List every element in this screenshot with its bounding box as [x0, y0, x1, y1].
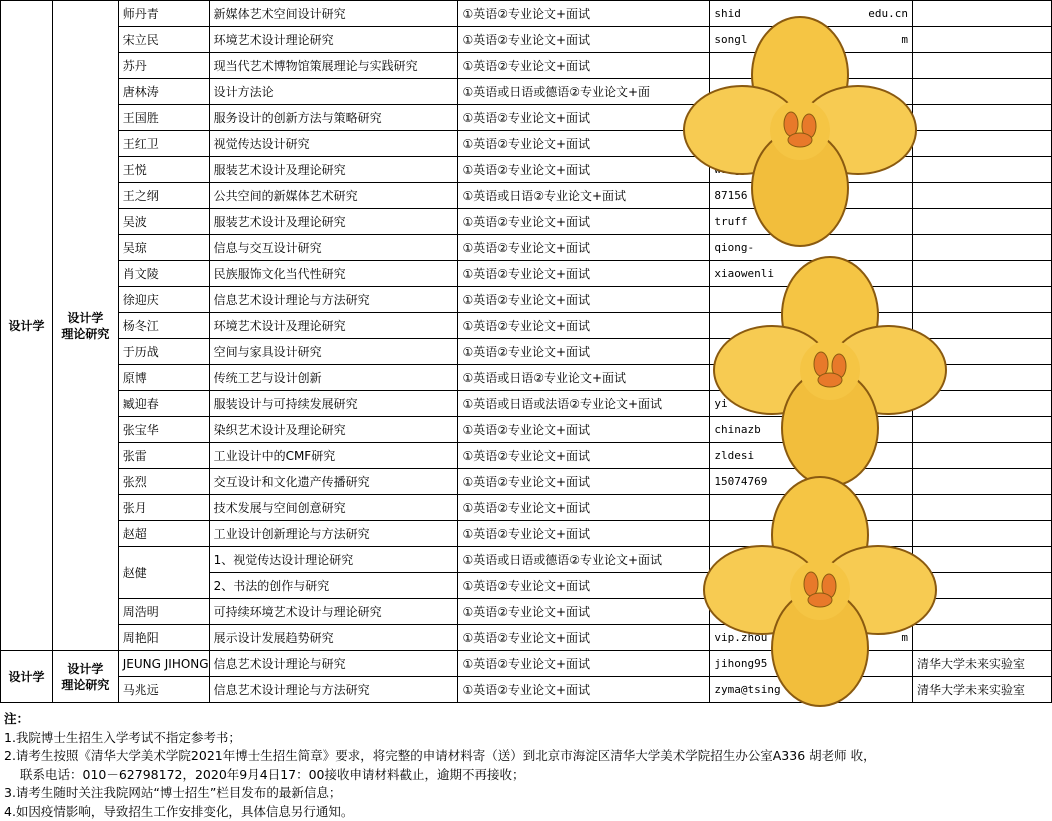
- contact-text: songl: [714, 33, 747, 46]
- advisor-cell: 王悦: [118, 157, 209, 183]
- direction-cell: 现当代艺术博物馆策展理论与实践研究: [209, 53, 458, 79]
- direction-cell: 传统工艺与设计创新: [209, 365, 458, 391]
- direction-cell: 信息艺术设计理论与方法研究: [209, 677, 458, 703]
- direction-cell: 工业设计中的CMF研究: [209, 443, 458, 469]
- contact-text: xiaowenli: [714, 267, 774, 280]
- exam-cell: ①英语②专业论文+面试: [458, 625, 710, 651]
- advisor-cell: 师丹青: [118, 1, 209, 27]
- field-cell: [52, 1, 118, 651]
- direction-cell: 1、视觉传达设计理论研究: [209, 547, 458, 573]
- exam-cell: ①英语②专业论文+面试: [458, 313, 710, 339]
- exam-cell: ①英语②专业论文+面试: [458, 235, 710, 261]
- direction-cell: 信息艺术设计理论与方法研究: [209, 287, 458, 313]
- direction-cell: 可持续环境艺术设计与理论研究: [209, 599, 458, 625]
- contact-text: shid: [714, 7, 741, 20]
- exam-cell: ①英语或日语或德语②专业论文+面试: [458, 547, 710, 573]
- advisor-cell: 宋立民: [118, 27, 209, 53]
- exam-cell: ①英语②专业论文+面试: [458, 131, 710, 157]
- direction-cell: 新媒体艺术空间设计研究: [209, 1, 458, 27]
- advisor-cell: 马兆远: [118, 677, 209, 703]
- direction-cell: 民族服饰文化当代性研究: [209, 261, 458, 287]
- contact-text: zldesi: [714, 449, 754, 462]
- discipline-cell: 设计学: [1, 651, 53, 703]
- advisor-cell: 王国胜: [118, 105, 209, 131]
- advisor-cell: 张宝华: [118, 417, 209, 443]
- exam-cell: ①英语②专业论文+面试: [458, 521, 710, 547]
- advisor-cell: 赵超: [118, 521, 209, 547]
- field-cell: [52, 651, 118, 703]
- exam-cell: ①英语②专业论文+面试: [458, 1, 710, 27]
- direction-cell: 视觉传达设计研究: [209, 131, 458, 157]
- advisor-cell: 杨冬江: [118, 313, 209, 339]
- yellow-flower-sticker-icon: [640, 0, 1052, 720]
- advisor-cell: 赵健: [118, 547, 209, 599]
- contact-text-tail: edu.cn: [868, 7, 912, 20]
- exam-cell: ①英语②专业论文+面试: [458, 105, 710, 131]
- advisor-cell: 肖文陵: [118, 261, 209, 287]
- note-cell: 清华大学未来实验室: [913, 677, 1052, 703]
- exam-cell: ①英语②专业论文+面试: [458, 53, 710, 79]
- exam-cell: ①英语②专业论文+面试: [458, 287, 710, 313]
- direction-cell: 交互设计和文化遗产传播研究: [209, 469, 458, 495]
- field-line-1: 设计学: [53, 661, 118, 677]
- discipline-cell: 设计学: [1, 1, 53, 651]
- advisor-cell: 张雷: [118, 443, 209, 469]
- direction-cell: 空间与家具设计研究: [209, 339, 458, 365]
- field-line-2: 理论研究: [53, 677, 118, 693]
- advisor-cell: 周浩明: [118, 599, 209, 625]
- exam-cell: ①英语②专业论文+面试: [458, 495, 710, 521]
- direction-cell: 环境艺术设计及理论研究: [209, 313, 458, 339]
- contact-text: yi: [714, 397, 727, 410]
- direction-cell: 工业设计创新理论与方法研究: [209, 521, 458, 547]
- contact-text: qiong-: [714, 241, 754, 254]
- contact-text: 87156: [714, 189, 747, 202]
- advisor-cell: JEUNG JIHONG: [118, 651, 209, 677]
- notes-section: [4, 710, 876, 821]
- direction-cell: 信息艺术设计理论与研究: [209, 651, 458, 677]
- exam-cell: ①英语②专业论文+面试: [458, 599, 710, 625]
- advisor-cell: 周艳阳: [118, 625, 209, 651]
- advisor-cell: 原博: [118, 365, 209, 391]
- direction-cell: 2、书法的创作与研究: [209, 573, 458, 599]
- note-2: 2.请考生按照《清华大学美术学院2021年博士生招生简章》要求，将完整的申请材料寄（送）到北京市海淀区清华大学美术学院招生办公室A336 胡老师 收，: [4, 747, 876, 766]
- advisor-cell: 吴琼: [118, 235, 209, 261]
- exam-cell: ①英语②专业论文+面试: [458, 339, 710, 365]
- contact-text-tail: m: [901, 631, 912, 644]
- exam-cell: ①英语②专业论文+面试: [458, 443, 710, 469]
- direction-cell: 技术发展与空间创意研究: [209, 495, 458, 521]
- contact-text: chinazb: [714, 423, 760, 436]
- exam-cell: ①英语或日语②专业论文+面试: [458, 365, 710, 391]
- advisor-cell: 于历战: [118, 339, 209, 365]
- exam-cell: ①英语②专业论文+面试: [458, 157, 710, 183]
- advisor-cell: 王红卫: [118, 131, 209, 157]
- advisor-cell: 张月: [118, 495, 209, 521]
- contact-text-tail: m: [901, 33, 912, 46]
- note-4: 4.如因疫情影响，导致招生工作安排变化，具体信息另行通知。: [4, 803, 876, 821]
- field-line-2: 理论研究: [53, 326, 118, 342]
- direction-cell: 环境艺术设计理论研究: [209, 27, 458, 53]
- exam-cell: ①英语②专业论文+面试: [458, 417, 710, 443]
- notes-title: 注：: [4, 710, 876, 729]
- field-line-1: 设计学: [53, 310, 118, 326]
- direction-cell: 公共空间的新媒体艺术研究: [209, 183, 458, 209]
- exam-cell: ①英语或日语或法语②专业论文+面试: [458, 391, 710, 417]
- direction-cell: 展示设计发展趋势研究: [209, 625, 458, 651]
- direction-cell: 设计方法论: [209, 79, 458, 105]
- exam-cell: ①英语②专业论文+面试: [458, 469, 710, 495]
- advisor-cell: 徐迎庆: [118, 287, 209, 313]
- advisor-cell: 王之纲: [118, 183, 209, 209]
- note-1: 1.我院博士生招生入学考试不指定参考书；: [4, 729, 876, 748]
- direction-cell: 服装艺术设计及理论研究: [209, 209, 458, 235]
- exam-cell: ①英语②专业论文+面试: [458, 677, 710, 703]
- contact-text: 15074769: [714, 475, 767, 488]
- contact-text: truff: [714, 215, 747, 228]
- direction-cell: 服务设计的创新方法与策略研究: [209, 105, 458, 131]
- contact-text: zyma@tsing: [714, 683, 780, 696]
- note-2-contact: 联系电话：010－62798172，2020年9月4日17：00接收申请材料截止，逾期不再接收；: [4, 766, 876, 785]
- direction-cell: 服装艺术设计及理论研究: [209, 157, 458, 183]
- exam-cell: ①英语或日语或德语②专业论文+面: [458, 79, 710, 105]
- advisor-cell: 唐林涛: [118, 79, 209, 105]
- contact-text: vip.zhou: [714, 631, 767, 644]
- advisor-cell: 苏丹: [118, 53, 209, 79]
- exam-cell: ①英语②专业论文+面试: [458, 27, 710, 53]
- advisor-cell: 吴波: [118, 209, 209, 235]
- note-3: 3.请考生随时关注我院网站“博士招生”栏目发布的最新信息；: [4, 784, 876, 803]
- advisor-cell: 张烈: [118, 469, 209, 495]
- exam-cell: ①英语②专业论文+面试: [458, 209, 710, 235]
- direction-cell: 服装设计与可持续发展研究: [209, 391, 458, 417]
- note-cell: 清华大学未来实验室: [913, 651, 1052, 677]
- exam-cell: ①英语②专业论文+面试: [458, 261, 710, 287]
- exam-cell: ①英语或日语②专业论文+面试: [458, 183, 710, 209]
- direction-cell: 信息与交互设计研究: [209, 235, 458, 261]
- advisor-cell: 臧迎春: [118, 391, 209, 417]
- direction-cell: 染织艺术设计及理论研究: [209, 417, 458, 443]
- exam-cell: ①英语②专业论文+面试: [458, 573, 710, 599]
- exam-cell: ①英语②专业论文+面试: [458, 651, 710, 677]
- contact-text: jihong95: [714, 657, 767, 670]
